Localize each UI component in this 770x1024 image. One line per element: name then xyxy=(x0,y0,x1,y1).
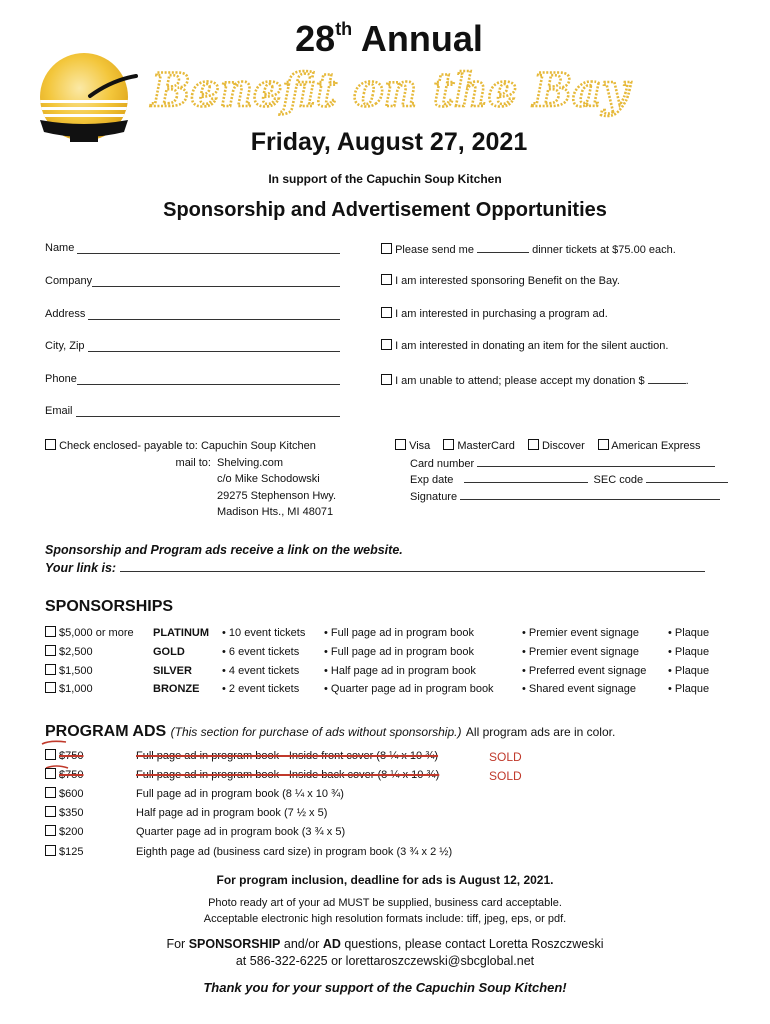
mail-address-line: Shelving.com xyxy=(217,456,284,469)
sponsorship-level: BRONZE xyxy=(153,683,200,695)
silver-checkbox[interactable] xyxy=(45,664,56,675)
annual-number: 28 xyxy=(295,18,336,59)
sponsorship-plaque: • Plaque xyxy=(668,627,710,639)
full-page-checkbox[interactable] xyxy=(45,787,56,798)
contact-for: For xyxy=(166,937,186,951)
phone-field[interactable] xyxy=(45,373,340,385)
exp-date-label: Exp date xyxy=(410,474,454,486)
card-number-label: Card number xyxy=(410,457,475,470)
amex-label: American Express xyxy=(611,440,701,452)
sponsorship-price: $5,000 or more xyxy=(59,627,134,639)
tickets-suffix: dinner tickets at $75.00 each. xyxy=(532,244,676,256)
sponsorship-level: PLATINUM xyxy=(153,627,210,639)
card-number-field[interactable] xyxy=(477,455,715,467)
half-page-checkbox[interactable] xyxy=(45,806,56,817)
contact-ad: AD xyxy=(322,937,341,951)
donation-amount-field[interactable] xyxy=(648,372,686,384)
discover-label: Discover xyxy=(541,440,585,452)
program-ad-desc: Full page ad in program book (8 ¼ x 10 ¾) xyxy=(136,788,344,800)
photo-note-line2: Acceptable electronic high resolution formats include: tiff, jpeg, eps, or pdf. xyxy=(203,912,567,925)
exp-sec-row xyxy=(410,471,728,489)
program-ad-checkbox[interactable] xyxy=(381,307,392,318)
mail-address-line: Madison Hts., MI 48071 xyxy=(217,506,334,518)
visa-checkbox[interactable] xyxy=(395,439,406,450)
program-ad-price: $600 xyxy=(59,788,84,800)
option-sponsor xyxy=(381,274,620,287)
link-url-field[interactable] xyxy=(120,559,705,572)
address-field[interactable] xyxy=(45,308,340,320)
exp-date-field[interactable] xyxy=(464,471,588,483)
signature-row xyxy=(410,488,720,506)
sponsorship-ad: • Full page ad in program book xyxy=(324,627,474,639)
program-ads-title: PROGRAM ADS xyxy=(45,723,167,740)
amex-checkbox[interactable] xyxy=(598,439,609,450)
tickets-prefix: Please send me xyxy=(395,244,474,256)
sponsorship-tickets: • 10 event tickets xyxy=(222,627,306,639)
sponsorships-heading: SPONSORSHIPS xyxy=(45,598,174,615)
city-zip-label: City, Zip xyxy=(45,340,85,352)
back-cover-checkbox[interactable] xyxy=(45,768,56,779)
signature-field[interactable] xyxy=(460,488,720,500)
sponsorship-plaque: • Plaque xyxy=(668,665,710,677)
mail-address-line: 29275 Stephenson Hwy. xyxy=(217,489,337,502)
tickets-count-field[interactable] xyxy=(477,241,529,253)
link-note-line1: Sponsorship and Program ads receive a link on the website. xyxy=(45,543,403,557)
option-donation: I am unable to attend; please accept my donation $ . xyxy=(381,372,689,387)
mail-address-line: c/o Mike Schodowski xyxy=(217,473,320,485)
sponsorship-signage: • Premier event signage xyxy=(522,646,639,658)
program-ad-desc: Full page ad in program book - Inside back cover (8 ¼ x 10 ¾) xyxy=(136,769,440,781)
sponsorship-level: GOLD xyxy=(153,646,185,658)
sec-code-label: SEC code xyxy=(593,474,644,486)
bronze-checkbox[interactable] xyxy=(45,682,56,693)
program-ad-row xyxy=(45,750,745,768)
card-types xyxy=(395,438,701,455)
program-ad-row xyxy=(45,788,745,806)
sponsorship-tickets: • 4 event tickets xyxy=(222,665,300,677)
sponsorship-level: SILVER xyxy=(153,665,192,677)
donate-item-checkbox[interactable] xyxy=(381,339,392,350)
sponsorship-ad: • Half page ad in program book xyxy=(324,665,476,677)
sold-badge: SOLD xyxy=(489,769,522,783)
program-ad-row xyxy=(45,826,745,844)
event-name-text: Benefit on the Bay xyxy=(151,63,629,117)
program-ad-desc: Full page ad in program book - Inside front cover (8 ¼ x 10 ¾) xyxy=(136,750,439,762)
visa-label: Visa xyxy=(409,440,431,452)
contact-andor: and/or xyxy=(283,937,320,951)
sponsorship-price: $2,500 xyxy=(59,646,93,658)
check-payee: Capuchin Soup Kitchen xyxy=(200,440,316,452)
annual-word: Annual xyxy=(360,18,483,59)
contact-note xyxy=(0,936,770,970)
mastercard-checkbox[interactable] xyxy=(443,439,454,450)
mail-to-label: mail to: xyxy=(175,456,211,469)
company-label: Company xyxy=(45,275,93,287)
program-ad-desc: Half page ad in program book (7 ½ x 5) xyxy=(136,807,328,819)
section-heading: Sponsorship and Advertisement Opportunities xyxy=(163,199,607,221)
address-label: Address xyxy=(45,308,86,320)
signature-label: Signature xyxy=(410,490,458,503)
sec-code-field[interactable] xyxy=(646,471,728,483)
gold-checkbox[interactable] xyxy=(45,645,56,656)
discover-checkbox[interactable] xyxy=(528,439,539,450)
sponsorship-signage: • Preferred event signage xyxy=(522,665,647,677)
program-ad-row xyxy=(45,846,745,864)
sponsorship-price: $1,000 xyxy=(59,683,93,695)
email-label: Email xyxy=(45,405,73,417)
program-ad-price: $200 xyxy=(59,826,84,838)
sponsorship-tickets: • 2 event tickets xyxy=(222,683,300,695)
sponsorship-signage: • Shared event signage xyxy=(522,683,636,695)
sponsorship-plaque: • Plaque xyxy=(668,683,710,695)
photo-note xyxy=(0,896,770,927)
check-label: Check enclosed- payable to: xyxy=(59,440,198,452)
program-ad-label: I am interested in purchasing a program ad. xyxy=(395,308,608,320)
donation-label: I am unable to attend; please accept my donation $ xyxy=(395,375,645,387)
sold-badge: SOLD xyxy=(489,750,522,764)
event-name-title xyxy=(151,56,629,122)
link-note-line2: Your link is: xyxy=(45,561,117,575)
mastercard-label: MasterCard xyxy=(457,440,515,452)
program-ads-note: (This section for purchase of ads without sponsorship.) xyxy=(170,725,462,739)
mail-address xyxy=(217,455,336,521)
sponsorship-price: $1,500 xyxy=(59,665,93,677)
event-date: Friday, August 27, 2021 xyxy=(250,128,528,156)
option-donate-item xyxy=(381,339,668,352)
name-field[interactable] xyxy=(45,242,340,254)
sponsorship-plaque: • Plaque xyxy=(668,646,710,658)
sponsorship-signage: • Premier event signage xyxy=(522,627,639,639)
front-cover-checkbox[interactable] xyxy=(45,749,56,760)
program-ad-row xyxy=(45,807,745,825)
card-number-row xyxy=(410,455,715,473)
contact-line2: at 586-322-6225 or lorettaroszczewski@sbcglobal.net xyxy=(235,954,535,968)
link-note xyxy=(45,541,705,577)
program-ad-desc: Quarter page ad in program book (3 ¾ x 5) xyxy=(136,826,346,838)
quarter-page-checkbox[interactable] xyxy=(45,825,56,836)
deadline-note: For program inclusion, deadline for ads is August 12, 2021. xyxy=(216,873,554,887)
check-enclosed-checkbox[interactable] xyxy=(45,439,56,450)
company-field[interactable] xyxy=(45,275,340,287)
support-line: In support of the Capuchin Soup Kitchen xyxy=(268,172,502,186)
donation-checkbox[interactable] xyxy=(381,374,392,385)
email-field[interactable] xyxy=(45,405,340,417)
program-ad-price: $350 xyxy=(59,807,84,819)
check-option xyxy=(45,438,316,455)
donate-item-label: I am interested in donating an item for the silent auction. xyxy=(395,340,669,352)
annual-suffix: th xyxy=(335,19,353,39)
sponsorship-tickets: • 6 event tickets xyxy=(222,646,300,658)
city-zip-field[interactable] xyxy=(45,340,340,352)
program-ads-color-note: All program ads are in color. xyxy=(465,725,616,739)
contact-rest: questions, please contact Loretta Roszczweski xyxy=(344,937,604,951)
name-label: Name xyxy=(45,242,75,254)
sponsorship-ad: • Quarter page ad in program book xyxy=(324,683,494,695)
program-ad-price: $750 xyxy=(59,769,84,781)
sponsor-label: I am interested sponsoring Benefit on the Bay. xyxy=(395,275,620,287)
phone-label: Phone xyxy=(45,373,77,385)
program-ad-row xyxy=(45,769,745,787)
sponsorship-ad: • Full page ad in program book xyxy=(324,646,474,658)
tickets-checkbox[interactable] xyxy=(381,243,392,254)
option-program-ad xyxy=(381,307,608,320)
program-ad-price: $750 xyxy=(59,750,84,762)
option-tickets xyxy=(381,241,676,256)
platinum-checkbox[interactable] xyxy=(45,626,56,637)
eighth-page-checkbox[interactable] xyxy=(45,845,56,856)
title-annual xyxy=(0,18,770,60)
program-ad-desc: Eighth page ad (business card size) in program book (3 ¾ x 2 ½) xyxy=(136,846,453,858)
photo-note-line1: Photo ready art of your ad MUST be supplied, business card acceptable. xyxy=(208,897,562,909)
contact-sponsorship: SPONSORSHIP xyxy=(188,937,281,951)
thanks-note: Thank you for your support of the Capuchin Soup Kitchen! xyxy=(203,980,567,995)
program-ad-price: $125 xyxy=(59,846,84,858)
sponsor-checkbox[interactable] xyxy=(381,274,392,285)
